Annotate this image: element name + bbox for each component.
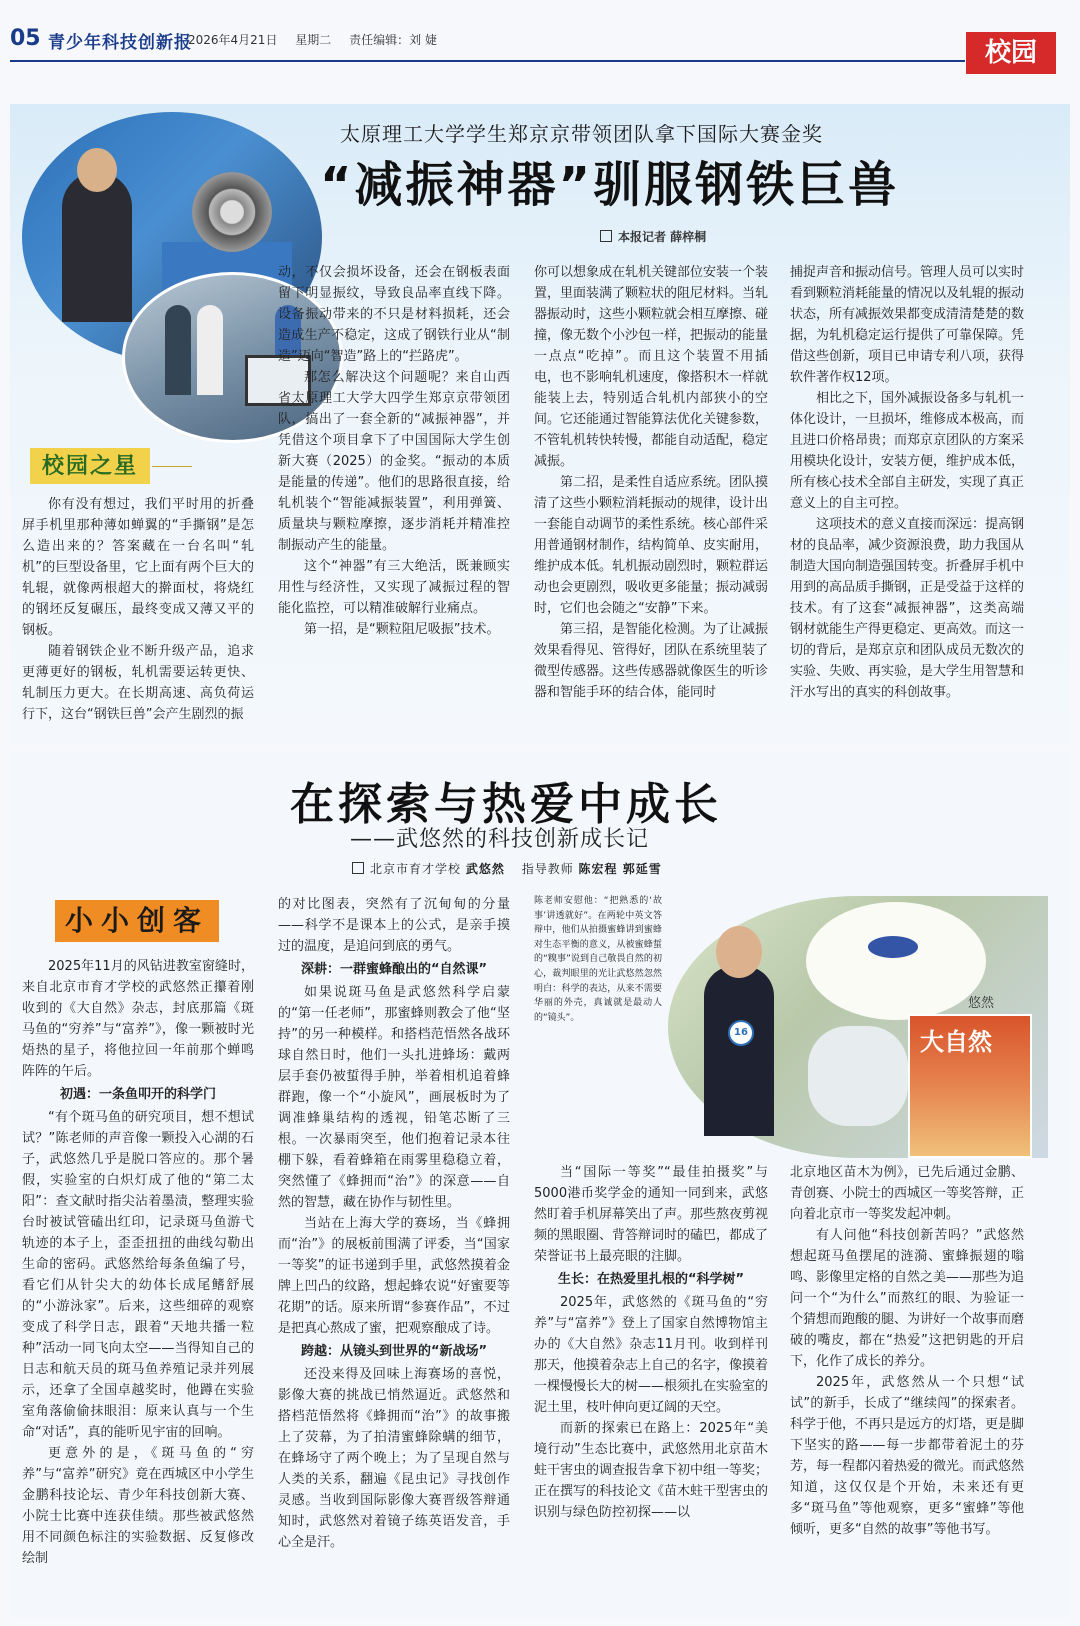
masthead (10, 18, 1060, 78)
paragraph: 随着钢铁企业不断升级产品，追求更薄更好的钢板，轧机需要运转更快、轧制压力更大。在长期高速、高负荷运行下，这台“钢铁巨兽”会产生剧烈的振 (22, 644, 254, 722)
paragraph: 2025年，武悠然的《斑马鱼的“穷养”与“富养”》登上了国家自然博物馆主办的《大自然》杂志11月刊。收到样刊那天，他摸着杂志上自己的名字，像摸着一棵慢慢长大的树——根须扎在实验室的泥土里，枝叶伸向更辽阔的天空。 (534, 1295, 769, 1415)
article1-column-4 (790, 262, 1024, 703)
paragraph: 这个“神器”有三大绝活，既兼顾实用性与经济性，又实现了减振过程的智能化监控，可以精准破解行业痛点。 (278, 559, 510, 616)
article2-byline: 北京市育才学校 武悠然 指导教师 陈宏程 郭延雪 (352, 860, 674, 877)
campus-star-tag: 校园之星 (30, 448, 150, 484)
article2-column-3-continued (534, 1162, 768, 1523)
article1-column-2 (278, 262, 510, 640)
article1-column-3 (534, 262, 768, 703)
little-maker-tag: 小小创客 (55, 900, 219, 942)
paragraph: 还没来得及回味上海赛场的喜悦，影像大赛的挑战已悄然逼近。武悠然和搭档范悟然将《蜂拥而“治”》的故事搬上了荧幕，为了拍清蜜蜂除螨的细节，在蜂场守了两个晚上；为了呈现自然与人类的关系，翻遍《昆虫记》寻找创作灵感。当收到国际影像大赛晋级答辩通知时，武悠然对着镜子练英语发音，手心全是汗。 (278, 1367, 510, 1550)
paragraph: 这项技术的意义直接而深远：提高钢材的良品率，减少资源浪费，助力我国从制造大国向制造强国转变。折叠屏手机中用到的高品质手撕钢，正是受益于这样的技术。有了这套“减振神器”，这类高端钢材就能生产得更稳定、更高效。而这一切的背后，是郑京京和团队成员无数次的实验、失败、再实验，是大学生用智慧和汗水写出的真实的科创故事。 (790, 517, 1025, 700)
fish-drawing (806, 902, 986, 1020)
paragraph: 第一招，是“颗粒阻尼吸振”技术。 (304, 622, 500, 637)
article1-headline: “减振神器”驯服钢铁巨兽 (320, 157, 900, 213)
paragraph: 更意外的是，《斑马鱼的“穷养”与“富养”研究》竟在西城区中小学生金鹏科技论坛、青少年科技创新大赛、小院士比赛中连获佳绩。那些被武悠然用不同颜色标注的实验数据、反复修改绘制 (22, 1446, 254, 1566)
kids-photo (808, 1026, 908, 1126)
subheading: 跨越：从镜头到世界的“新战场” (300, 1344, 488, 1359)
paragraph: 你有没有想过，我们平时用的折叠屏手机里那种薄如蝉翼的“手撕钢”是怎么造出来的？答案藏在一台名叫“轧机”的巨型设备里，它上面有两个巨大的轧辊，就像两根超大的擀面杖，将烧红的钢坯反复碾压，最终变成又薄又平的钢板。 (22, 497, 254, 638)
paragraph: 有人问他“科技创新苦吗？”武悠然想起斑马鱼摆尾的涟漪、蜜蜂振翅的嗡鸣、影像里定格的自然之美——那些为追问一个“为什么”而熬红的眼、为验证一个猜想而跑酸的腿、为讲好一个故事而磨破的嘴皮，都在“热爱”这把钥匙的开启下，化作了成长的养分。 (790, 1228, 1025, 1369)
paragraph: 如果说斑马鱼是武悠然科学启蒙的“第一任老师”，那蜜蜂则教会了他“坚持”的另一种模样。和搭档范悟然各战环球自然日时，他们一头扎进蜂场：戴两层手套仍被蜇得手肿，举着相机追着蜂群跑，像一个“小旋风”，画展板时为了调准蜂巢结构的透视，铅笔芯断了三根。一次暴雨突至，他们抱着记录本往棚下躲，看着蜂箱在雨雾里稳稳立着，突然懂了《蜂拥而“治”》的深意——自然的智慧，藏在协作与韧性里。 (278, 985, 510, 1210)
paragraph: 第三招，是智能化检测。为了让减振效果看得见、管得好，团队在系统里装了微型传感器。这些传感器就像医生的听诊器和智能手环的结合体，能同时 (534, 622, 769, 700)
page-number: 05 (10, 26, 41, 51)
article2-column-1 (22, 956, 254, 1569)
article2-column-4 (790, 1162, 1024, 1540)
paragraph: 2025年，武悠然从一个只想“试试”的新手，长成了“继续闯”的探索者。科学于他，不再只是远方的灯塔，更是脚下坚实的路——每一步都带着泥土的芬芳，每一程都闪着热爱的微光。而武悠然知道，这仅仅是个开始，未来还有更多“斑马鱼”等他观察，更多“蜜蜂”等他倾听，更多“自然的故事”等他书写。 (790, 1375, 1025, 1537)
subheading: 初遇：一条鱼叩开的科学门 (59, 1087, 216, 1102)
square-icon (352, 862, 364, 874)
issue-date: 2026年4月21日 (188, 33, 278, 47)
square-icon (600, 230, 612, 242)
paragraph: 当站在上海大学的赛场，当《蜂拥而“治”》的展板前围满了评委，当“国家一等奖”的证书递到手里，武悠然摸着金牌上凹凸的纹路，想起蜂农说“好蜜要等花期”的话。原来所谓“参赛作品”，不过是把真心熬成了蜜，把观察酿成了诗。 (278, 1216, 510, 1336)
paragraph: 的对比图表，突然有了沉甸甸的分量——科学不是课本上的公式，是亲手摸过的温度，是追问到底的勇气。 (278, 897, 510, 954)
paragraph: 动，不仅会损坏设备，还会在钢板表面留下明显振纹，导致良品率直线下降。设备振动带来的不只是材料损耗，还会造成生产不稳定，这成了钢铁行业从“制造”迈向“智造”路上的“拦路虎”。 (278, 265, 510, 364)
contestant-badge: 16 (728, 1020, 754, 1046)
article1-byline: 本报记者 薛梓桐 (600, 228, 706, 245)
article2-column-2 (278, 894, 510, 1553)
paragraph: “有个斑马鱼的研究项目，想不想试试？”陈老师的声音像一颗投入心湖的石子，武悠然几乎是脱口答应的。那个暑假，实验室的白炽灯成了他的“第二太阳”：查文献时指尖沾着墨渍，整理实验台时被试管磕出红印，记录斑马鱼游弋轨迹的本子上，歪歪扭扭的曲线勾勒出生命的密码。武悠然给每条鱼编了号，看它们从针尖大的幼体长成尾鳍舒展的“小游泳家”。后来，这些细碎的观察变成了科学日志，跟着“天地共播一粒种”活动一同飞向太空——当得知自己的日志和航天员的斑马鱼养殖记录并列展示，还拿了全国卓越奖时，他蹲在实验室角落偷偷抹眼泪：原来认真与一个生命“对话”，真的能听见宇宙的回响。 (22, 1110, 254, 1440)
article1-kicker: 太原理工大学学生郑京京带领团队拿下国际大赛金奖 (340, 122, 823, 146)
masthead-rule (10, 60, 965, 62)
drawing-signature: 悠然 (968, 996, 995, 1011)
paragraph: 2025年11月的风钻进教室窗缝时，来自北京市育才学校的武悠然正攥着刚收到的《大自然》杂志，封底那篇《斑马鱼的“穷养”与“富养”》，像一颗被时光焐热的星子，将他拉回一年前那个蝉鸣阵阵的午后。 (22, 959, 254, 1079)
paragraph: 当“国际一等奖”“最佳拍摄奖”与5000港币奖学金的通知一同到来，武悠然盯着手机屏幕笑出了声。那些熬夜剪视频的黑眼圈、背答辩词时的磕巴，都成了荣誉证书上最亮眼的注脚。 (534, 1165, 769, 1264)
section-label: 校园 (966, 32, 1056, 74)
weekday: 星期二 (295, 33, 332, 47)
subheading: 深耕：一群蜜蜂酿出的“自然课” (300, 962, 488, 977)
paragraph: 你可以想象成在轧机关键部位安装一个装置，里面装满了颗粒状的阻尼材料。当轧器振动时，这些小颗粒就会相互摩擦、碰撞，像无数个小沙包一样，把振动的能量一点点“吃掉”。而且这个装置不用插电，也不影响轧机速度，像搭积木一样就能装上去，特别适合轧机内部狭小的空间。它还能通过智能算法优化关键参数，不管轧机转快转慢，都能自动适配，稳定减振。 (534, 265, 769, 469)
subheading: 生长：在热爱里扎根的“科学树” (557, 1272, 745, 1287)
tag-rule (152, 466, 192, 467)
paragraph: 第二招，是柔性自适应系统。团队摸清了这些小颗粒消耗振动的规律，设计出一套能自动调节的柔性系统。核心部件采用普通钢材制作，结构简单、皮实耐用，维护成本低。轧机振动剧烈时，颗粒群运动也会更剧烈，吸收更多能量；振动减弱时，它们也会随之“安静”下来。 (534, 475, 769, 616)
article1-column-1 (22, 494, 254, 725)
paragraph: 相比之下，国外减振设备多与轧机一体化设计，一旦损坏，维修成本极高，而且进口价格昂贵；而郑京京团队的方案采用模块化设计，安装方便，维护成本低，所有核心技术全部自主研发，实现了真正意义上的自主可控。 (790, 391, 1025, 511)
photo-student-collage (668, 896, 1048, 1158)
paragraph: 北京地区苗木为例》，已先后通过金鹏、青创赛、小院士的西城区一等奖答辩，正向着北京市一等奖发起冲刺。 (790, 1165, 1025, 1222)
paragraph: 而新的探索已在路上：2025年“美境行动”生态比赛中，武悠然用北京苗木蛀干害虫的调查报告拿下初中组一等奖；正在撰写的科技论文《苗木蛀干型害虫的识别与绿色防控初探——以 (534, 1421, 769, 1520)
paragraph: 捕捉声音和振动信号。管理人员可以实时看到颗粒消耗能量的情况以及轧辊的振动状态，所有减振效果都变成清清楚楚的数据，为轧机稳定运行提供了可靠保障。凭借这些创新，项目已申请专利八项，获得软件著作权12项。 (790, 265, 1025, 385)
paragraph: 那怎么解决这个问题呢？来自山西省太原理工大学大四学生郑京京带领团队，搞出了一套全新的“减振神器”，并凭借这个项目拿下了中国国际大学生创新大赛（2025）的金奖。“振动的本质是能量的传递”。他们的思路很直接，给轧机装个“智能减振装置”，利用弹簧、质量块与颗粒摩擦，逐步消耗并精准控制振动产生的能量。 (278, 370, 510, 553)
paragraph: 陈老师安慰他：“把熟悉的‘故事’讲透就好”。在两轮中英文答辩中，他们从拍摄蜜蜂讲到蜜蜂对生态平衡的意义，从被蜜蜂蜇的“糗事”说到自己敬畏自然的初心，裁判眼里的光让武悠然忽然明白：科学的表达，从来不需要华丽的外壳，真诚就是最动人的“镜头”。 (534, 896, 662, 1023)
magazine-cover: 大自然 (908, 1014, 1032, 1158)
editor: 责任编辑：刘 婕 (349, 33, 437, 47)
masthead-meta (188, 31, 451, 48)
article2-column-3 (534, 894, 662, 1025)
paper-name: 青少年科技创新报 (48, 33, 192, 53)
article2-headline: 在探索与热爱中成长 (290, 779, 722, 830)
article2-subtitle: ——武悠然的科技创新成长记 (350, 827, 650, 852)
